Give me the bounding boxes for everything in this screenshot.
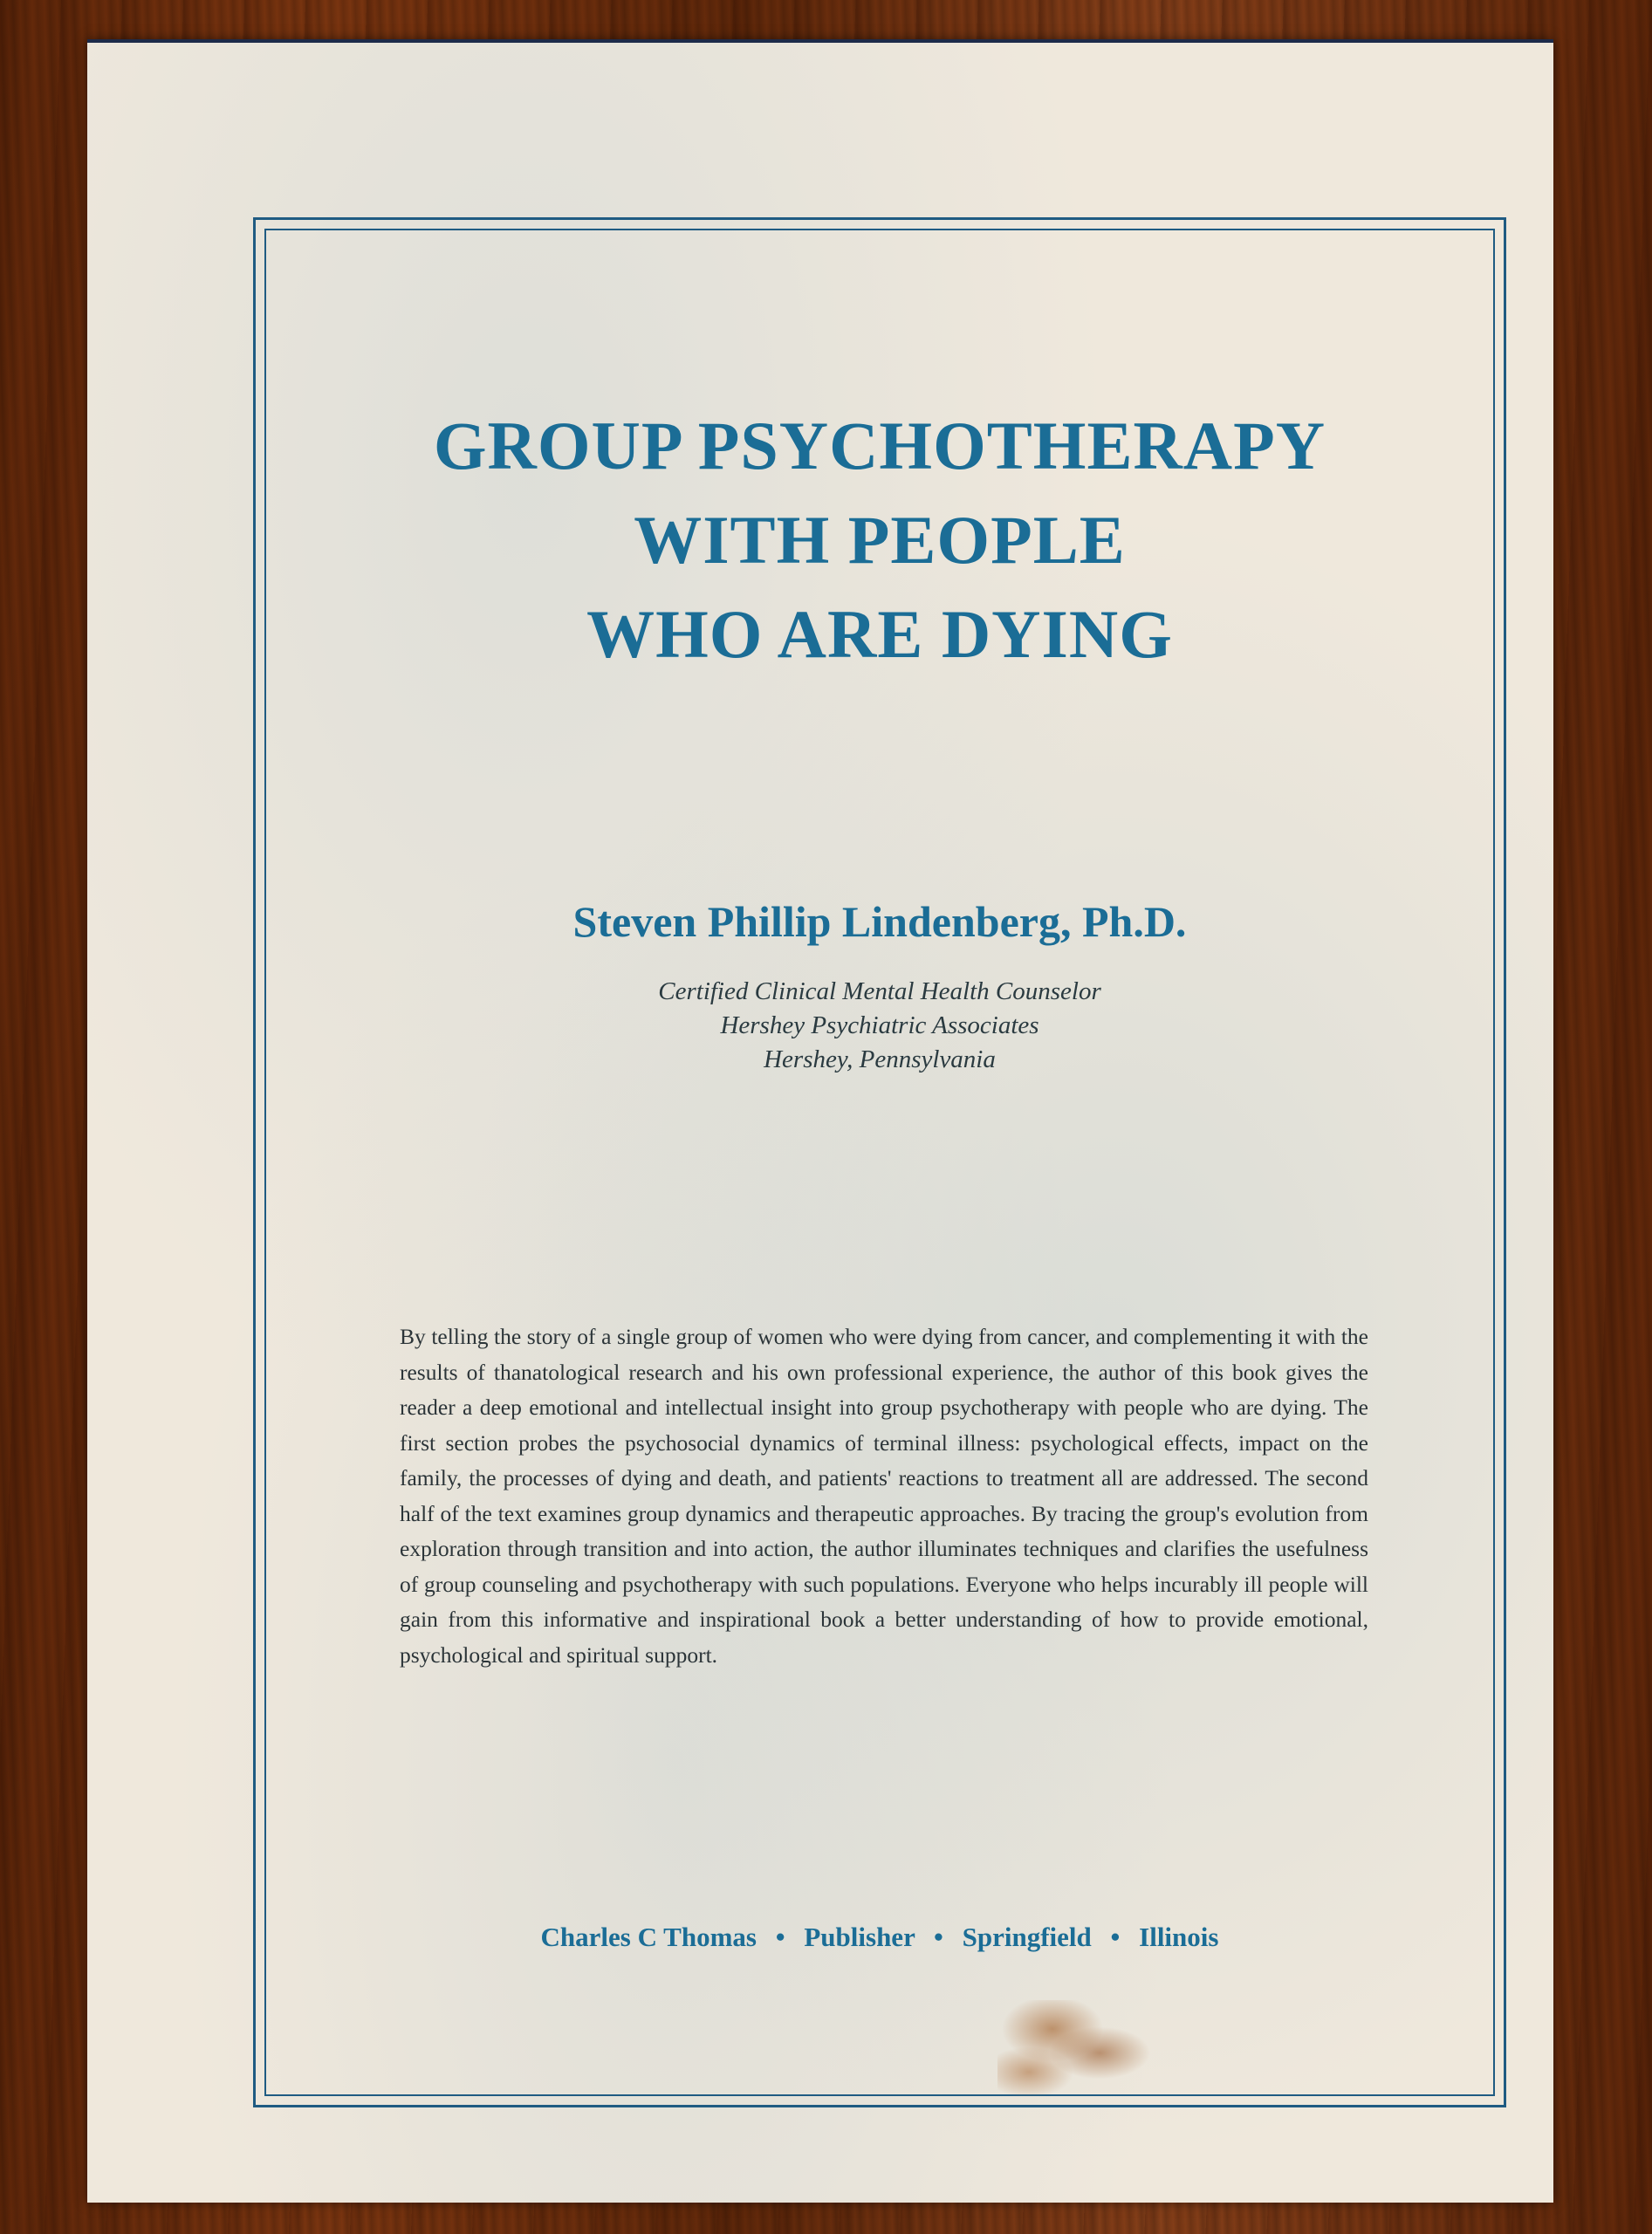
book-title [256,399,1504,682]
book-back-cover [87,39,1553,2203]
title-line-1: GROUP PSYCHOTHERAPY [433,408,1326,483]
title-line-3: WHO ARE DYING [586,596,1173,672]
title-line-2: WITH PEOPLE [634,502,1126,578]
separator-dot: • [1110,1922,1121,1952]
publisher-state: Illinois [1139,1922,1219,1952]
credential-line-2: Hershey Psychiatric Associates [720,1011,1039,1039]
publisher-city: Springfield [962,1922,1092,1952]
double-rule-border [253,217,1506,2107]
author-credentials [256,975,1504,1077]
book-description: By telling the story of a single group of women who were dying from cancer, and complementing it with the results of thanatological research and his own professional experience, the author of this book gives the reader a deep emotional and intellectual insight into group psychotherapy with people who are dying. The first section probes the psychosocial dynamics of terminal illness: psychological effects, impact on the family, the processes of dying and death, and patients' reactions to treatment all are addressed. The second half of the text examines group dynamics and therapeutic approaches. By tracing the group's evolution from exploration through transition and into action, the author illuminates techniques and clarifies the usefulness of group counseling and psychotherapy with such populations. Everyone who helps incurably ill people will gain from this informative and inspirational book a better understanding of how to provide emotional, psychological and spiritual support. [400,1324,1368,1668]
publisher-role: Publisher [804,1922,915,1952]
credential-line-1: Certified Clinical Mental Health Counselor [658,977,1101,1005]
paper-stain [997,2000,1155,2096]
separator-dot: • [775,1922,785,1952]
publisher-imprint [256,1922,1504,1953]
author-name: Steven Phillip Lindenberg, Ph.D. [572,897,1187,946]
publisher-name: Charles C Thomas [540,1922,757,1952]
credential-line-3: Hershey, Pennsylvania [764,1045,996,1073]
separator-dot: • [934,1922,943,1952]
